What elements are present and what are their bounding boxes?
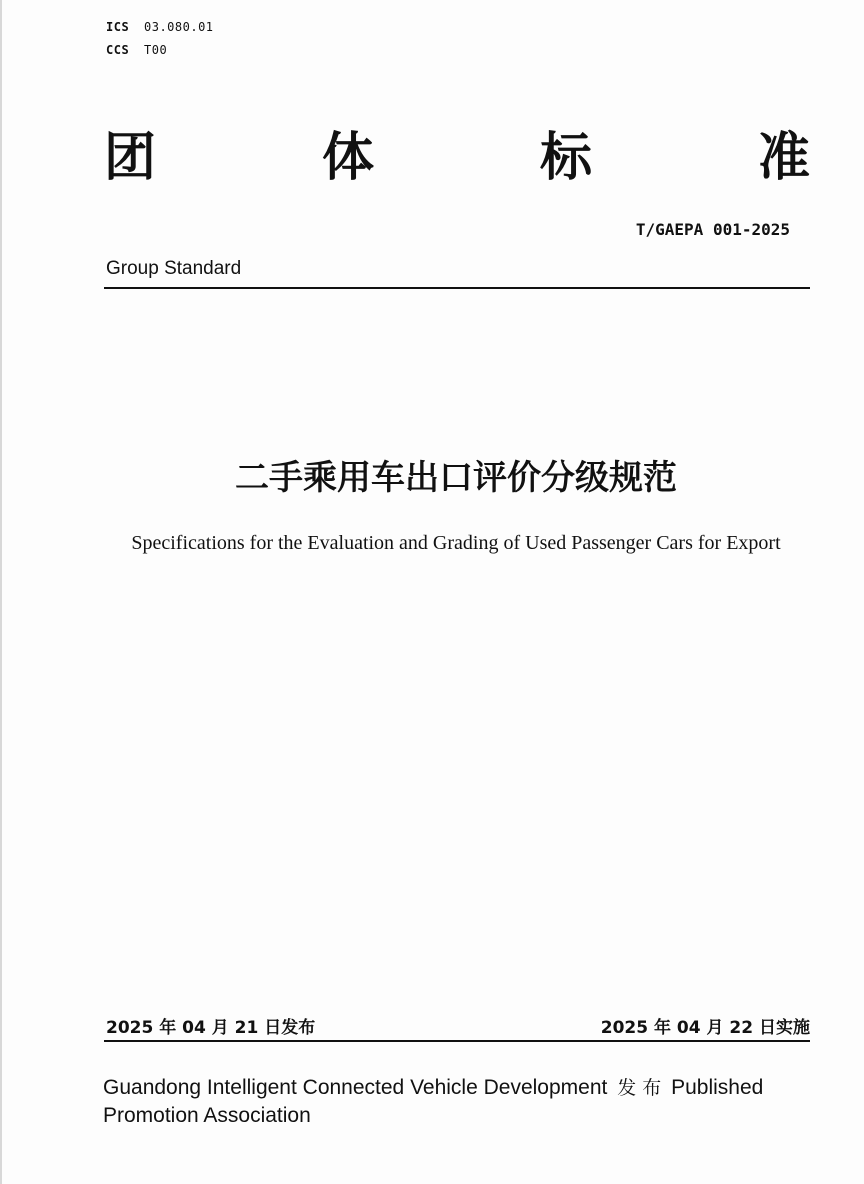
ccs-value: T00 — [144, 43, 168, 57]
standard-number: T/GAEPA 001-2025 — [635, 220, 790, 239]
ics-label: ICS — [106, 20, 130, 34]
group-standard-label: Group Standard — [106, 258, 242, 279]
implementation-date: 2025 年 04 月 22 日实施 — [600, 1018, 810, 1038]
page-edge — [0, 0, 2, 1184]
heading-char: 标 — [539, 128, 592, 188]
classification-codes — [106, 16, 214, 62]
publish-label-cn: 发 布 — [617, 1077, 662, 1099]
ics-value: 03.080.01 — [144, 20, 214, 34]
document-title-en: Specifications for the Evaluation and Grading of Used Passenger Cars for Export — [131, 532, 781, 554]
heading-char: 团 — [104, 128, 157, 188]
publish-label-en: Published — [671, 1076, 764, 1099]
document-title-cn: 二手乘用车出口评价分级规范 — [235, 458, 677, 498]
top-divider — [104, 287, 810, 289]
release-date: 2025 年 04 月 21 日发布 — [106, 1018, 316, 1038]
publisher-name-part1: Guandong Intelligent Connected Vehicle Development — [103, 1076, 608, 1099]
ics-line — [106, 16, 214, 39]
publisher-line-1 — [103, 1074, 803, 1102]
publisher-name-part2: Promotion Association — [103, 1104, 311, 1127]
publisher-block — [103, 1074, 803, 1129]
bottom-divider — [104, 1040, 810, 1042]
ccs-line — [106, 39, 214, 62]
ccs-label: CCS — [106, 43, 130, 57]
heading-char: 体 — [321, 128, 374, 188]
heading-char: 准 — [757, 128, 810, 188]
standard-type-heading — [104, 126, 810, 190]
